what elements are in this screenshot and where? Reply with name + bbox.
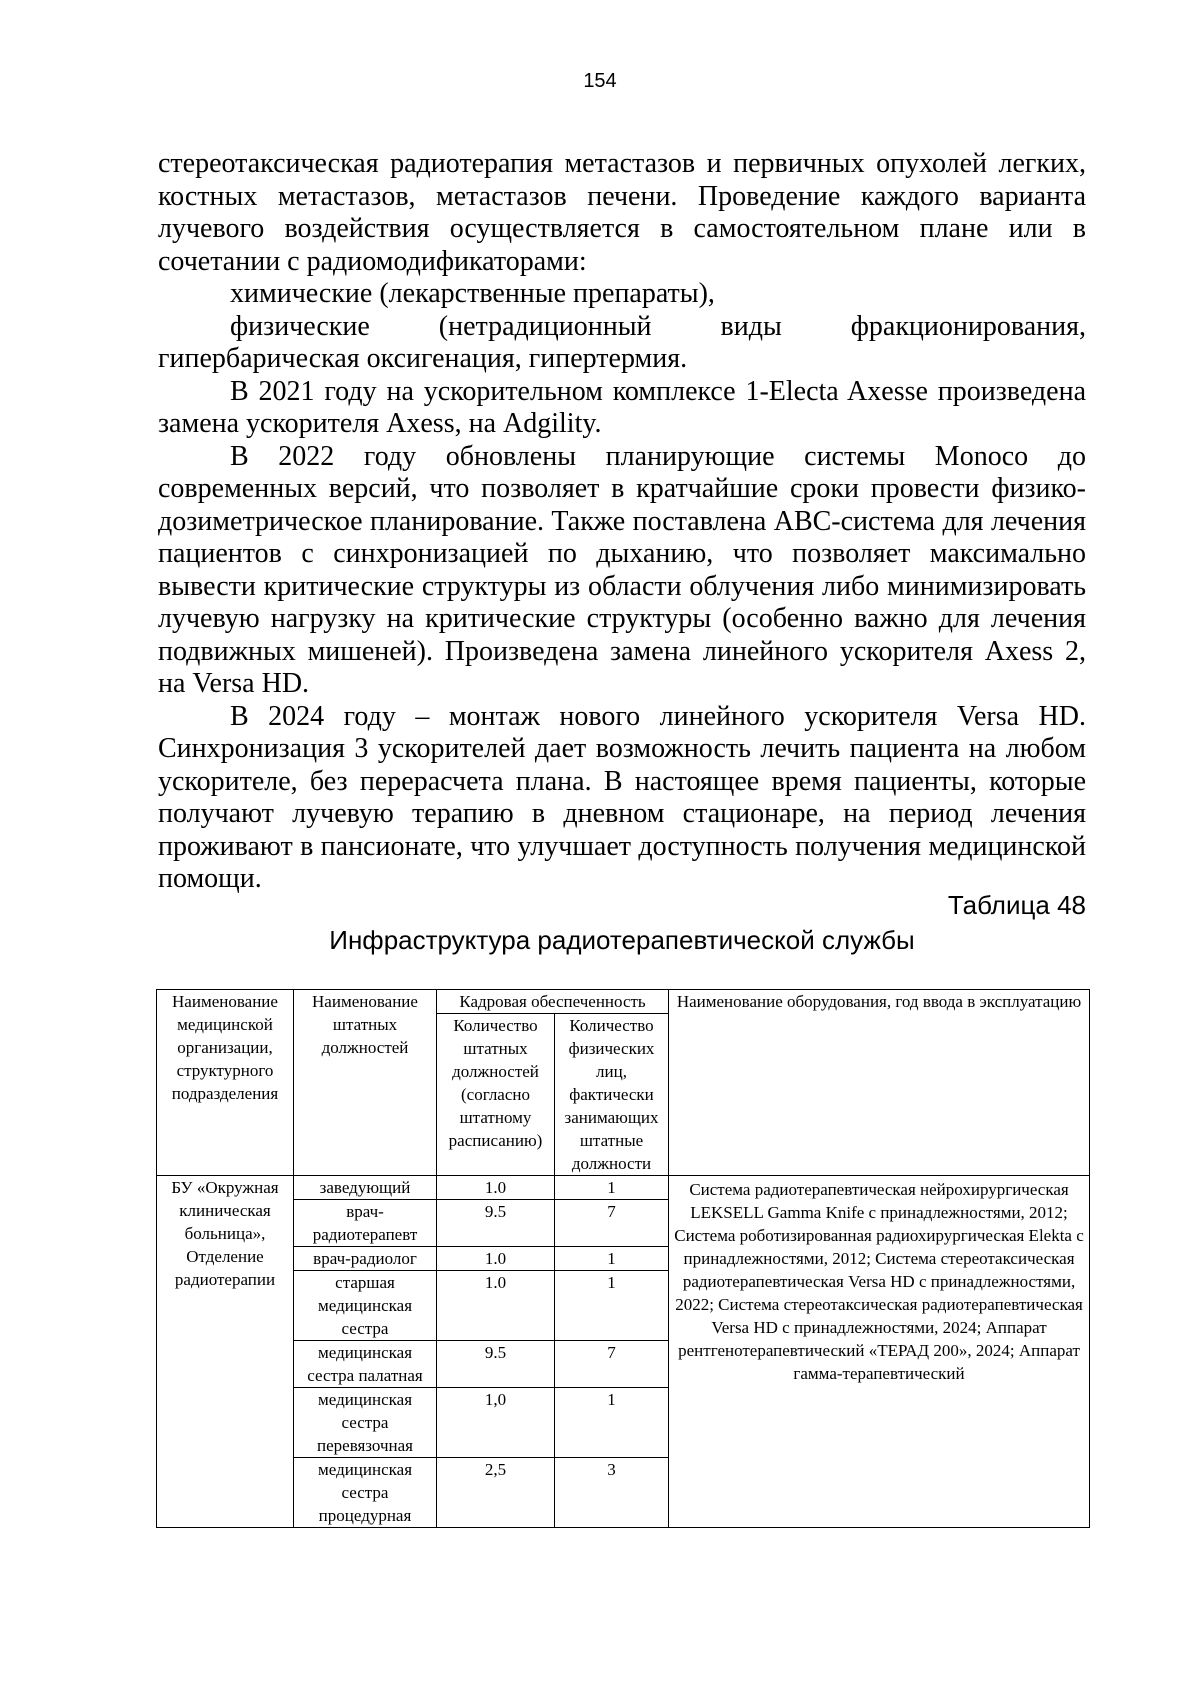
header-staff-units: Количество штатных должностей (согласно штатному расписанию) xyxy=(437,1014,555,1176)
persons-cell: 1 xyxy=(555,1176,669,1200)
units-cell: 9.5 xyxy=(437,1200,555,1247)
position-cell: старшая медицинская сестра xyxy=(294,1271,437,1341)
paragraph: В 2024 году – монтаж нового линейного ускорителя Versa HD. Синхронизация 3 ускорителей дает возможность лечить пациента на любом ускорителе, без перерасчета плана. В настоящее время пациенты, которые получают лучевую терапию в дневном стационаре, на период лечения проживают в пансионате, что улучшает доступность получения медицинской помощи. xyxy=(158,700,1086,894)
position-cell: врач-радиолог xyxy=(294,1247,437,1271)
paragraph: физические (нетрадиционный виды фракционирования, гипербарическая оксигенация, гипертермия. xyxy=(158,310,1086,374)
persons-cell: 1 xyxy=(555,1271,669,1341)
persons-cell: 3 xyxy=(555,1458,669,1528)
header-position: Наименование штатных должностей xyxy=(294,990,437,1176)
page-number: 154 xyxy=(583,70,617,92)
position-cell: заведующий xyxy=(294,1176,437,1200)
units-cell: 9.5 xyxy=(437,1341,555,1388)
persons-cell: 1 xyxy=(555,1247,669,1271)
paragraph: В 2021 году на ускорительном комплексе 1-Electa Axesse произведена замена ускорителя Axess, на Adgility. xyxy=(158,375,1086,439)
paragraph: стереотаксическая радиотерапия метастазов и первичных опухолей легких, костных метастазов, метастазов печени. Проведение каждого варианта лучевого воздействия осуществляется в самостоятельном плане или в сочетании с радиомодификаторами: xyxy=(158,148,1086,277)
persons-cell: 1 xyxy=(555,1388,669,1458)
table-header-row xyxy=(157,990,1090,1014)
header-org: Наименование медицинской организации, структурного подразделения xyxy=(157,990,294,1176)
infrastructure-table xyxy=(156,989,1090,1528)
units-cell: 1,0 xyxy=(437,1388,555,1458)
units-cell: 1.0 xyxy=(437,1271,555,1341)
units-cell: 1.0 xyxy=(437,1247,555,1271)
position-cell: медицинская сестра палатная xyxy=(294,1341,437,1388)
header-persons: Количество физических лиц, фактически занимающих штатные должности xyxy=(555,1014,669,1176)
persons-cell: 7 xyxy=(555,1341,669,1388)
position-cell: медицинская сестра процедурная xyxy=(294,1458,437,1528)
units-cell: 2,5 xyxy=(437,1458,555,1528)
position-cell: врач-радиотерапевт xyxy=(294,1200,437,1247)
body-text xyxy=(158,148,1086,896)
header-equipment: Наименование оборудования, год ввода в эксплуатацию xyxy=(669,990,1090,1176)
equipment-cell: Система радиотерапевтическая нейрохирургическая LEKSELL Gamma Knife с принадлежностями, 2012; Система роботизированная радиохирургическая Elekta с принадлежностями, 2012; Система стереотаксическая радиотерапевтическая Versa HD с принадлежностями, 2022; Система стереотаксическая радиотерапевтическая Versa HD с принадлежностями, 2024; Аппарат рентгенотерапевтический «ТЕРАД 200», 2024; Аппарат гамма-терапевтический xyxy=(669,1176,1090,1528)
position-cell: медицинская сестра перевязочная xyxy=(294,1388,437,1458)
paragraph: В 2022 году обновлены планирующие системы Monoco до современных версий, что позволяет в кратчайшие сроки провести физико-дозиметрическое планирование. Также поставлена ABC-система для лечения пациентов с синхронизацией по дыханию, что позволяет максимально вывести критические структуры из области облучения либо минимизировать лучевую нагрузку на критические структуры (особенно важно для лечения подвижных мишеней). Произведена замена линейного ускорителя Axess 2, на Versa HD. xyxy=(158,440,1086,699)
table-title: Инфраструктура радиотерапевтической службы xyxy=(329,925,915,955)
persons-cell: 7 xyxy=(555,1200,669,1247)
org-name-cell: БУ «Окружная клиническая больница», Отделение радиотерапии xyxy=(157,1176,294,1528)
units-cell: 1.0 xyxy=(437,1176,555,1200)
paragraph: химические (лекарственные препараты), xyxy=(230,278,715,309)
header-staffing: Кадровая обеспеченность xyxy=(437,990,669,1014)
table-caption: Таблица 48 xyxy=(947,890,1086,920)
table-row xyxy=(157,1176,1090,1200)
